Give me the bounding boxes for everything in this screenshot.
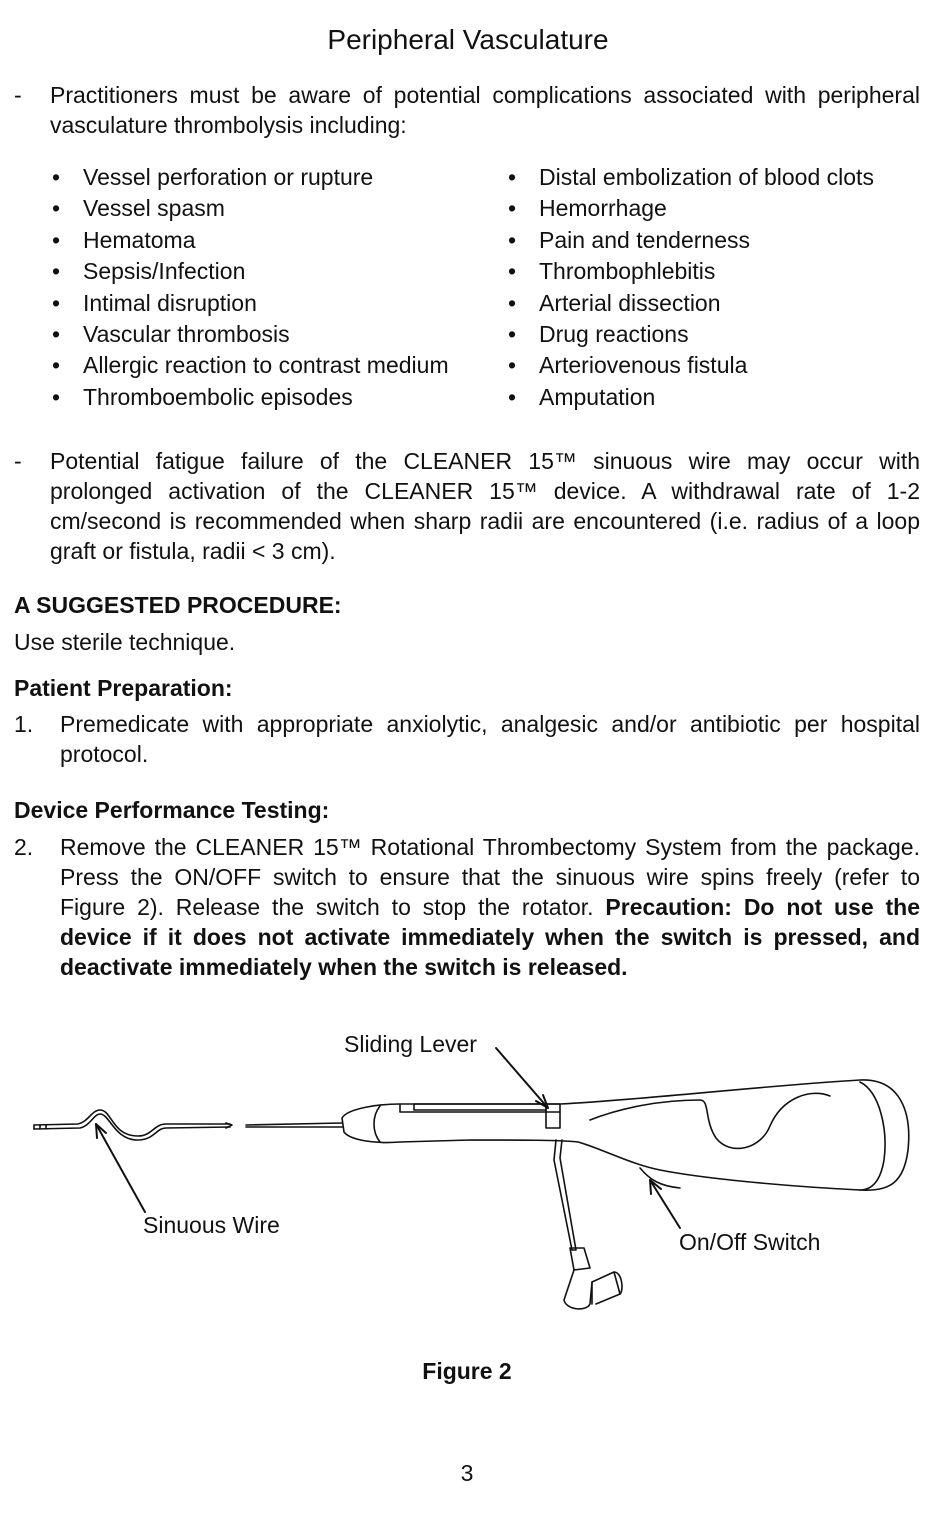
sliding-lever-label: Sliding Lever <box>344 1031 477 1057</box>
complication-item <box>52 350 502 381</box>
bullet-icon: • <box>52 164 61 190</box>
complication-item <box>508 193 938 224</box>
complication-text: Vascular thrombosis <box>83 321 290 348</box>
complication-item <box>52 193 502 224</box>
bullet-icon: • <box>508 164 517 190</box>
step-1-text: Premedicate with appropriate anxiolytic, analgesic and/or antibiotic per hospital protocol. <box>60 711 920 767</box>
complication-item <box>52 288 502 319</box>
complication-text: Arteriovenous fistula <box>539 352 748 379</box>
complication-text: Hemorrhage <box>539 195 667 222</box>
complication-text: Drug reactions <box>539 321 689 348</box>
complication-text: Distal embolization of blood clots <box>539 164 874 190</box>
bullet-icon: • <box>52 289 61 316</box>
step-2-text <box>60 832 920 982</box>
bullet-icon: • <box>52 226 61 253</box>
complication-text: Vessel spasm <box>83 195 225 222</box>
figure-caption: Figure 2 <box>422 1358 512 1384</box>
complication-text: Amputation <box>539 383 656 410</box>
dash-marker: - <box>14 448 22 474</box>
complication-item <box>52 162 502 193</box>
page-title: Peripheral Vasculature <box>327 24 609 55</box>
complication-text: Hematoma <box>83 226 196 253</box>
bullet-icon: • <box>52 321 61 348</box>
bullet-icon: • <box>52 258 61 285</box>
bullet-icon: • <box>508 258 517 285</box>
bullet-icon: • <box>508 352 517 379</box>
step-2 <box>14 832 920 982</box>
onoff-switch-label: On/Off Switch <box>679 1229 821 1255</box>
complication-text: Intimal disruption <box>83 289 257 316</box>
fatigue-paragraph <box>14 446 920 566</box>
complication-item <box>52 256 502 287</box>
bullet-icon: • <box>508 383 517 410</box>
complication-item <box>508 256 938 287</box>
handle-drawing <box>342 1080 909 1190</box>
cable-connector-drawing <box>554 1140 622 1309</box>
bullet-icon: • <box>508 289 517 316</box>
complication-item <box>508 288 938 319</box>
precaution-text: Precaution: Do not use the device if it does not activate immediately when the switch is pressed, and deactivate immediately when the switch is released. <box>60 894 921 980</box>
procedure-heading: A SUGGESTED PROCEDURE: <box>14 592 342 618</box>
complication-item <box>508 350 938 381</box>
complication-text: Thrombophlebitis <box>539 258 716 285</box>
patient-preparation-heading: Patient Preparation: <box>14 675 233 701</box>
dash-marker: - <box>14 82 22 108</box>
device-illustration <box>0 1020 950 1340</box>
complication-text: Thromboembolic episodes <box>83 383 353 410</box>
step-1 <box>14 709 920 769</box>
bullet-icon: • <box>52 352 61 379</box>
bullet-icon: • <box>508 195 517 222</box>
step-2-body: Remove the CLEANER 15™ Rotational Thrombectomy System from the package. Press the ON/OFF switch to ensure that the sinuous wire spins freely (refer to Figure 2). Release the switch to stop the rotator. <box>60 834 920 920</box>
intro-text: Practitioners must be aware of potential complications associated with peripheral vasculature thrombolysis including: <box>50 82 920 138</box>
intro-paragraph <box>14 80 920 140</box>
label-arrows <box>96 1048 680 1228</box>
bullet-icon: • <box>52 195 61 222</box>
step-number: 2. <box>14 834 34 860</box>
bullet-icon: • <box>508 226 517 253</box>
complication-text: Sepsis/Infection <box>83 258 246 285</box>
complication-item <box>52 382 502 413</box>
complication-item <box>508 225 938 256</box>
complications-list-left <box>52 162 502 413</box>
sinuous-wire-label: Sinuous Wire <box>143 1212 280 1238</box>
complication-item <box>508 162 938 193</box>
sterile-technique-text: Use sterile technique. <box>14 629 236 655</box>
complication-text: Arterial dissection <box>539 289 721 316</box>
bullet-icon: • <box>52 383 61 410</box>
complication-item <box>508 319 938 350</box>
complication-text: Pain and tenderness <box>539 226 750 253</box>
complication-item <box>508 382 938 413</box>
page-number: 3 <box>460 1460 474 1486</box>
complication-text: Vessel perforation or rupture <box>83 164 374 190</box>
device-testing-heading: Device Performance Testing: <box>14 797 330 823</box>
complication-text: Allergic reaction to contrast medium <box>83 352 449 379</box>
fatigue-text: Potential fatigue failure of the CLEANER 15™ sinuous wire may occur with prolonged activation of the CLEANER 15™ device. A withdrawal rate of 1-2 cm/second is recommended when sharp radii are encountered (i.e. radius of a loop graft or fistula, radii < 3 cm). <box>50 448 920 564</box>
step-number: 1. <box>14 711 34 737</box>
complications-list-right <box>508 162 938 413</box>
complication-item <box>52 225 502 256</box>
sinuous-wire-drawing <box>34 1110 342 1140</box>
bullet-icon: • <box>508 321 517 348</box>
complication-item <box>52 319 502 350</box>
